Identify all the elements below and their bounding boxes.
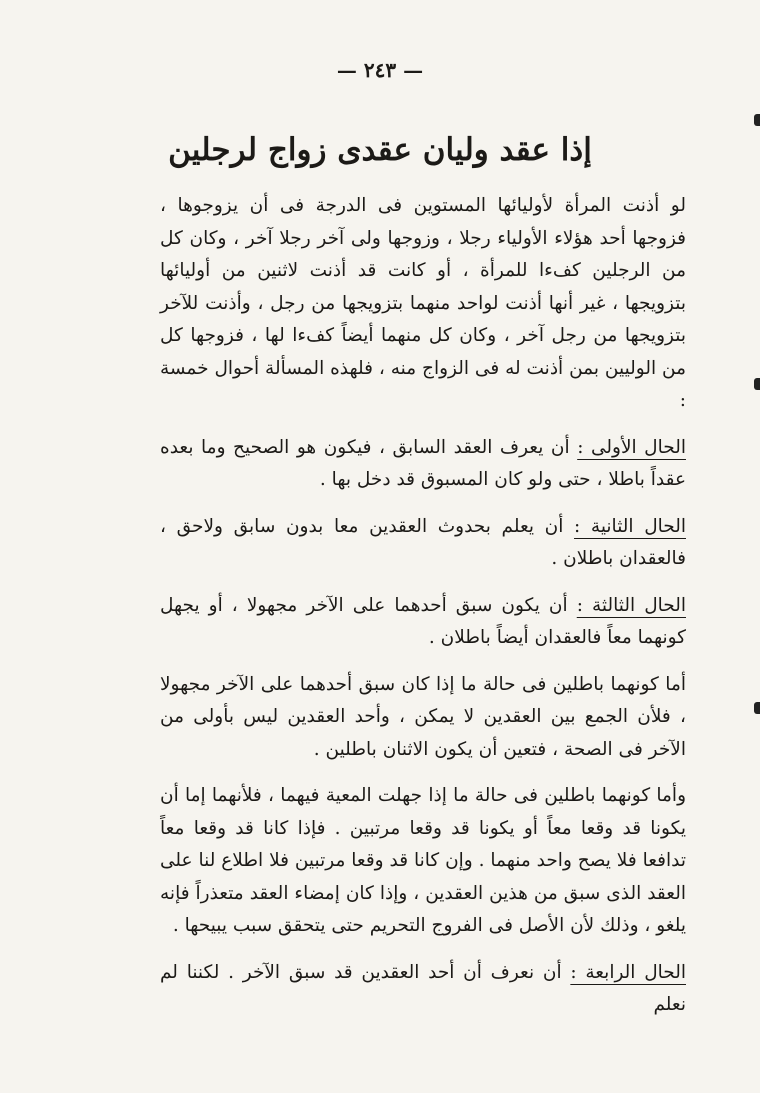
explanation-paragraph: وأما كونهما باطلين فى حالة ما إذا جهلت المعية فيهما ، فلأنهما إما أن يكونا قد وقعا معاً أو يكونا قد وقعا مرتبين . فإذا كانا قد وقعا معاً تدافعا فلا يصح واحد منهما . وإن كانا قد وقعا مرتبين فلا اطلاع لنا على العقد الذى سبق من هذين العقدين ، وإذا كان إمضاء العقد متعذراً فإنه يلغو ، وذلك لأن الأصل فى الفروج التحريم حتى يتحقق سبب يبيحها . [160,785,686,936]
case-label: الحال الثالثة : [576,594,686,616]
case-label: الحال الأولى : [577,436,686,458]
explanation-paragraph: أما كونهما باطلين فى حالة ما إذا كان سبق أحدهما على الآخر مجهولا ، فلأن الجمع بين العقدين لا يمكن ، وأحد العقدين ليس بأولى من الآخر فى الصحة ، فتعين أن يكون الاثنان باطلين . [160,673,686,760]
margin-mark [754,378,760,390]
case-text: أن يعلم بحدوث العقدين معا بدون سابق ولاحق ، فالعقدان باطلان . [160,515,686,569]
case-paragraph [160,432,686,497]
section-title: إذا عقد وليان عقدى زواج لرجلين [168,132,592,168]
body-text [160,190,686,1036]
page-number: — ٢٤٣ — [336,58,424,82]
case-text: أن يكون سبق أحدهما على الآخر مجهولا ، أو يجهل كونهما معاً فالعقدان أيضاً باطلان . [160,594,686,648]
case-label: الحال الثانية : [574,515,686,537]
intro-paragraph: لو أذنت المرأة لأوليائها المستوين فى الدرجة فى أن يزوجوها ، فزوجها أحد هؤلاء الأولياء رجلا ، وزوجها ولى آخر رجلا آخر ، وكان كل من الرجلين كفءا للمرأة ، أو كانت قد أذنت لاثنين من أوليائها بتزويجها ، غير أنها أذنت لواحد منهما بتزويجها من رجل ، وأذنت للآخر بتزويجها من رجل آخر ، وكان كل منهما أيضاً كفءا لها ، فزوجها كل من الوليين بمن أذنت له فى الزواج منه ، فلهذه المسألة أحوال خمسة : [160,195,686,411]
case-paragraph [160,511,686,576]
case-paragraph [160,957,686,1022]
case-text: أن نعرف أن أحد العقدين قد سبق الآخر . لكننا لم نعلم [160,961,686,1015]
case-label: الحال الرابعة : [570,961,686,983]
case-paragraph [160,590,686,655]
case-text: أن يعرف العقد السابق ، فيكون هو الصحيح وما بعده عقداً باطلا ، حتى ولو كان المسبوق قد دخل بها . [160,436,686,490]
margin-mark [754,114,760,126]
margin-mark [754,702,760,714]
